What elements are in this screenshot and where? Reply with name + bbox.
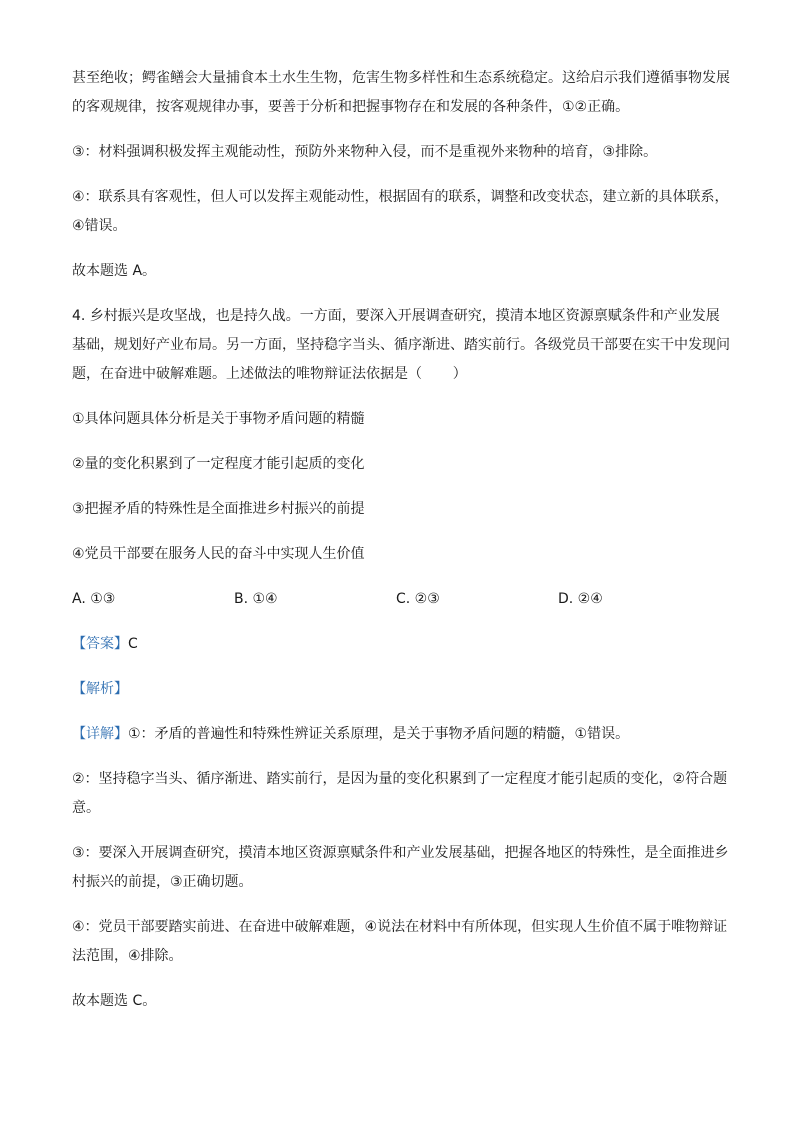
answer-options <box>72 585 732 614</box>
question-stem-close: ） <box>452 366 467 382</box>
document-page <box>72 64 732 1032</box>
detail-para-4: ④：党员干部要踏实前进、在奋进中破解难题，④说法在材料中有所体现，但实现人生价值不属于唯物辩证法范围，④排除。 <box>72 919 728 964</box>
option-b: B. ①④ <box>234 591 278 607</box>
prev-analysis-para-3: ④：联系具有客观性，但人可以发挥主观能动性，根据固有的联系，调整和改变状态，建立新的具体联系，④错误。 <box>72 189 729 234</box>
option-a: A. ①③ <box>72 591 116 607</box>
question-4-stem <box>72 302 732 389</box>
detail-para-3: ③：要深入开展调查研究，摸清本地区资源禀赋条件和产业发展基础，把握各地区的特殊性，是全面推进乡村振兴的前提，③正确切题。 <box>72 845 729 890</box>
detail-tag: 【详解】 <box>72 726 128 742</box>
answer-value: C <box>128 636 138 652</box>
prev-analysis-para-2: ③：材料强调积极发挥主观能动性，预防外来物种入侵，而不是重视外来物种的培育，③排除。 <box>72 144 658 160</box>
option-c: C. ②③ <box>396 591 440 607</box>
analysis-tag: 【解析】 <box>72 681 128 697</box>
analysis-heading <box>72 675 732 704</box>
answer-tag: 【答案】 <box>72 636 128 652</box>
option-d: D. ②④ <box>558 591 603 607</box>
statement-4: ④党员干部要在服务人民的奋斗中实现人生价值 <box>72 546 365 562</box>
detail-para-1 <box>72 720 732 749</box>
prev-analysis-para-1: 甚至绝收；鳄雀鳝会大量捕食本土水生生物，危害生物多样性和生态系统稳定。这给启示我们遵循事物发展的客观规律，按客观规律办事，要善于分析和把握事物存在和发展的各种条件，①②正确。 <box>72 70 730 115</box>
detail-para-2: ②：坚持稳字当头、循序渐进、踏实前行，是因为量的变化积累到了一定程度才能引起质的变化，②符合题意。 <box>72 771 728 816</box>
statement-3: ③把握矛盾的特殊性是全面推进乡村振兴的前提 <box>72 501 365 517</box>
question-stem-text: 4. 乡村振兴是攻坚战，也是持久战。一方面，要深入开展调查研究，摸清本地区资源禀赋条件和产业发展基础，规划好产业布局。另一方面，坚持稳字当头、循序渐进、踏实前行。各级党员干部要在实干中发现问题，在奋进中破解难题。上述做法的唯物辩证法依据是（ <box>72 308 730 382</box>
answer-line <box>72 630 732 659</box>
question-4-conclusion: 故本题选 C。 <box>72 993 157 1009</box>
prev-conclusion: 故本题选 A。 <box>72 263 157 279</box>
detail-text-1: ①：矛盾的普遍性和特殊性辨证关系原理，是关于事物矛盾问题的精髓，①错误。 <box>128 726 630 742</box>
statement-2: ②量的变化积累到了一定程度才能引起质的变化 <box>72 456 365 472</box>
statement-1: ①具体问题具体分析是关于事物矛盾问题的精髓 <box>72 411 365 427</box>
